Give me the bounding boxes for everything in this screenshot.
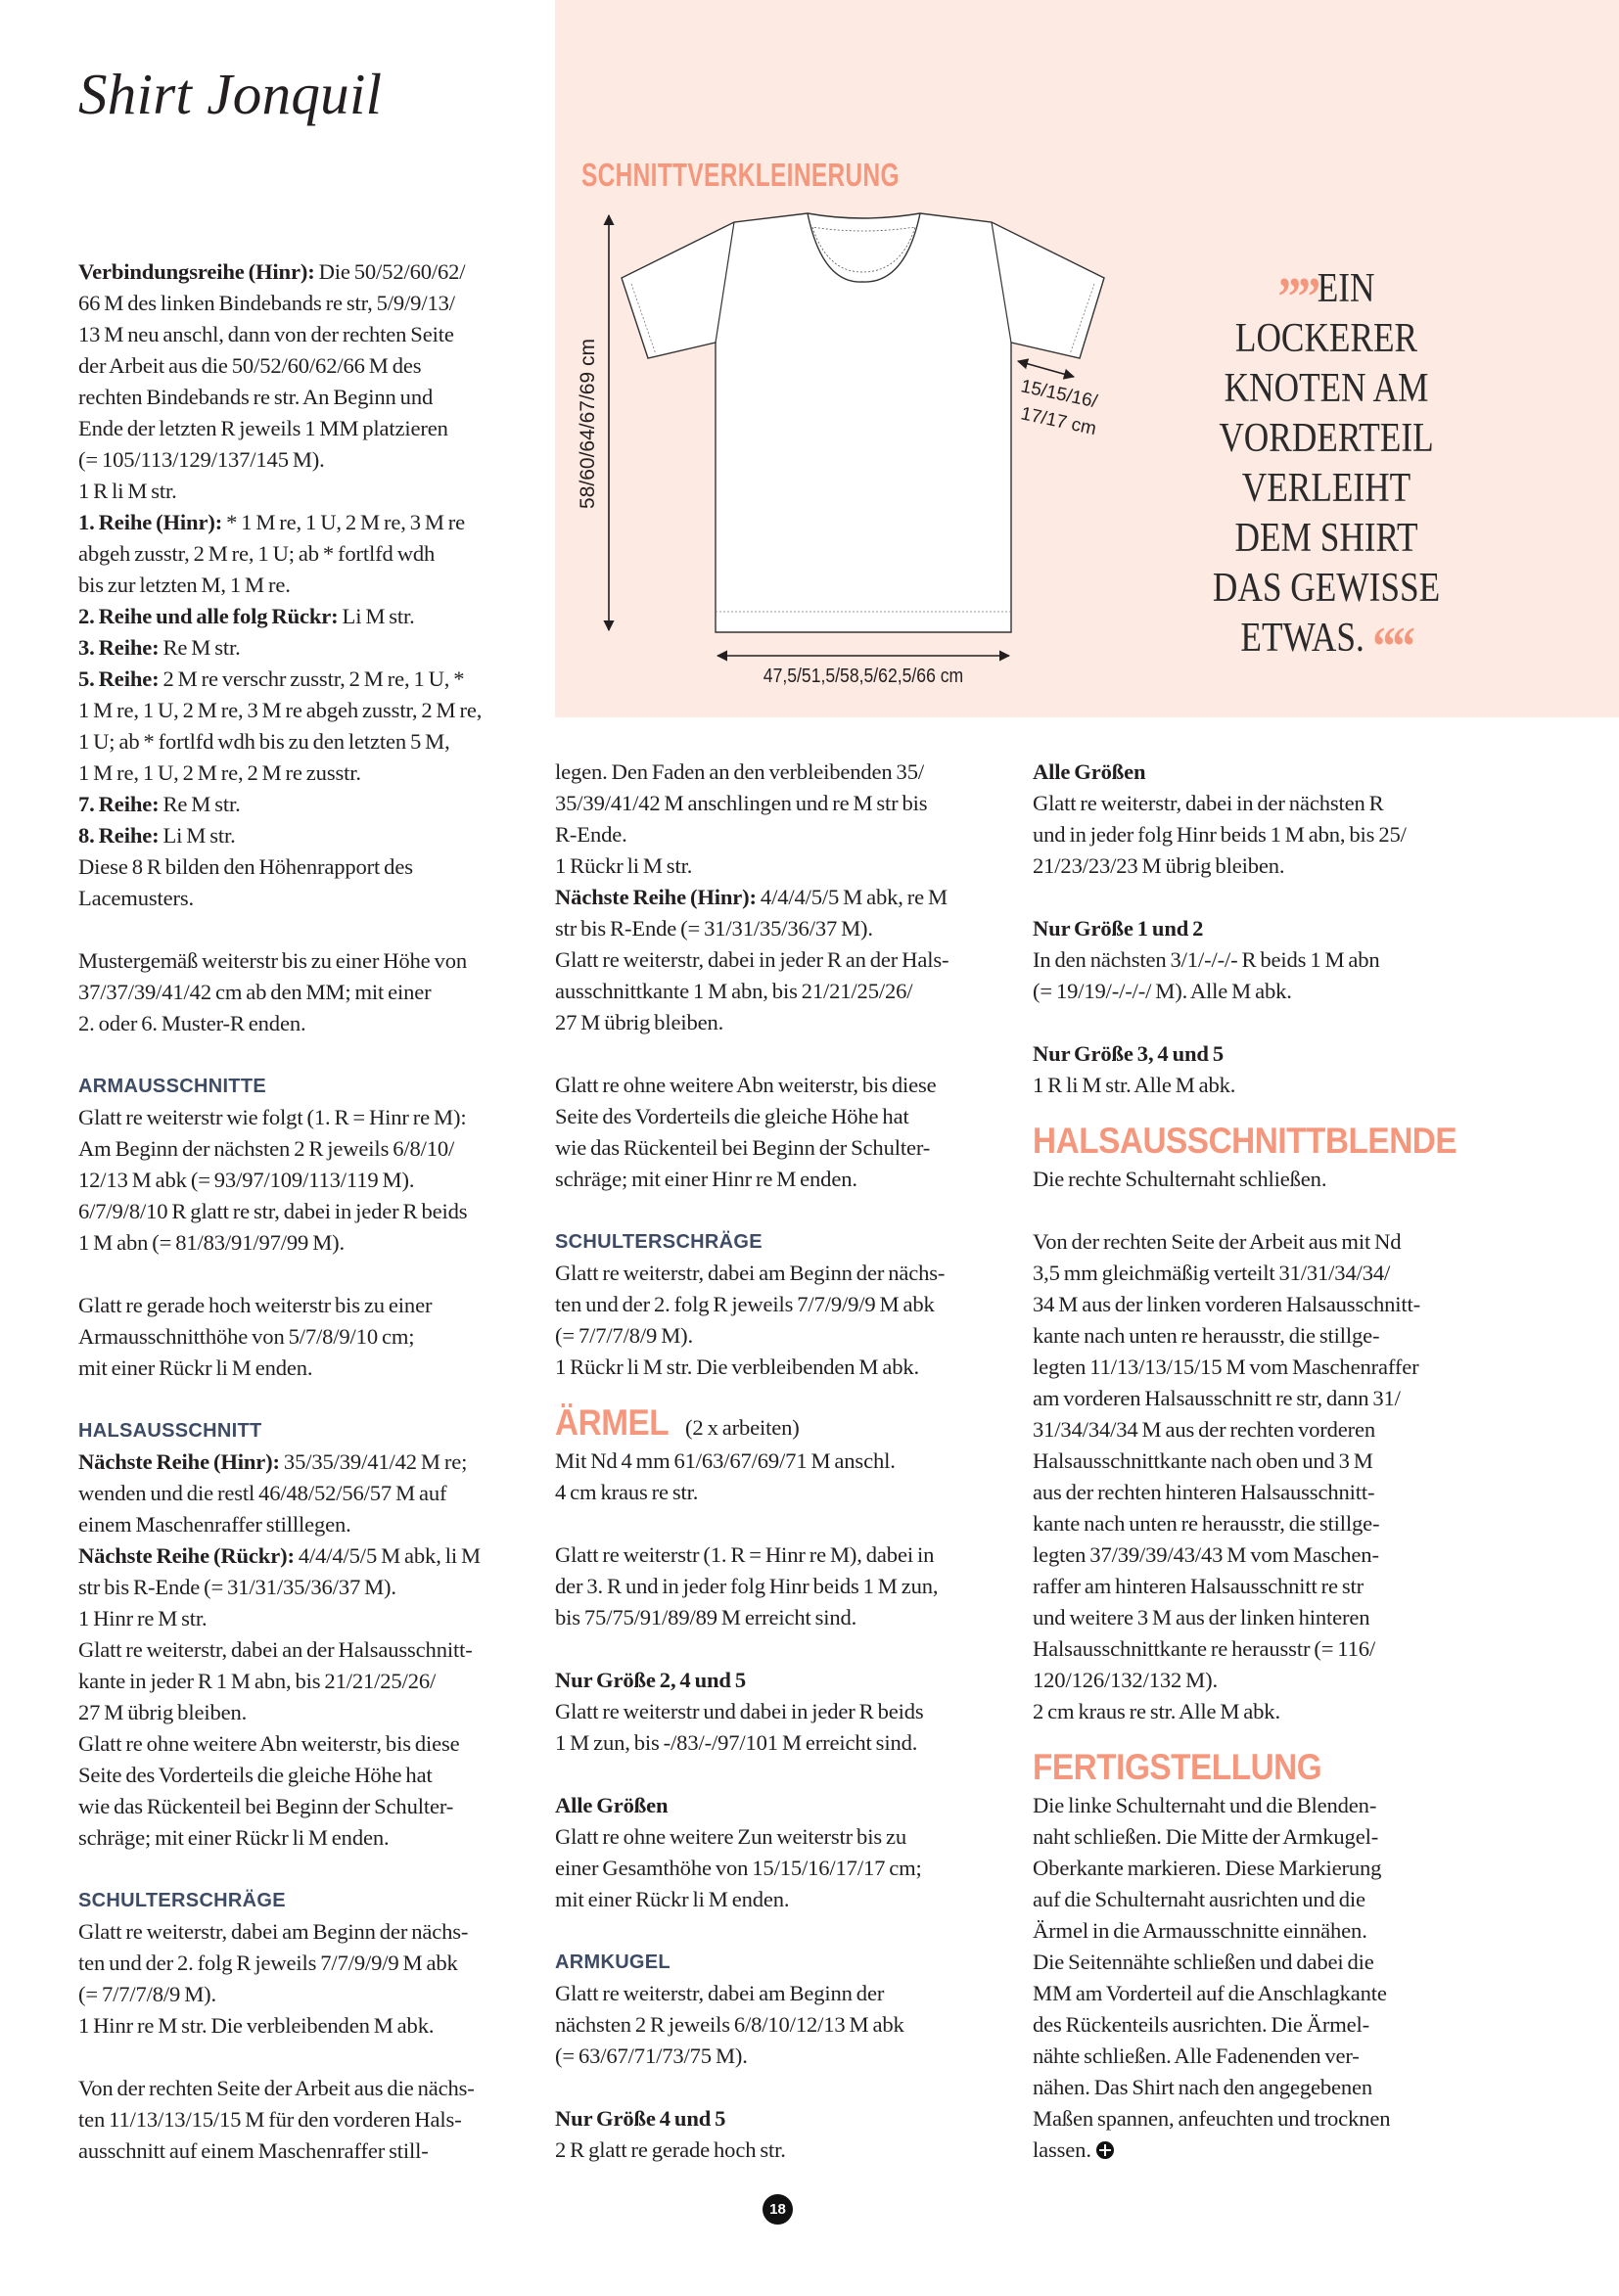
quote-text: KNOTEN AM <box>1224 366 1429 411</box>
bold-lead: 8. Reihe: <box>78 823 160 848</box>
text-line: nächsten 2 R jeweils 6/8/10/12/13 M abk <box>555 2012 904 2037</box>
column-left <box>78 256 538 2167</box>
text-line: str bis R-Ende (= 31/31/35/36/37 M). <box>78 1575 396 1599</box>
chapter-heading-text: FERTIGSTELLUNG <box>1033 1747 1322 1787</box>
text-line: 3,5 mm gleichmäßig verteilt 31/31/34/34/ <box>1033 1261 1391 1285</box>
text-line: str bis R-Ende (= 31/31/35/36/37 M). <box>555 916 873 941</box>
text-line: einem Maschenraffer stilllegen. <box>78 1512 351 1537</box>
text-line: 13 M neu anschl, dann von der rechten Seite <box>78 322 454 346</box>
text-line: des Rückenteils ausrichten. Die Ärmel- <box>1033 2012 1370 2037</box>
text-run: 35/35/39/41/42 M re; <box>279 1449 468 1474</box>
text-line: ausschnitt auf einem Maschenraffer still- <box>78 2138 429 2163</box>
text-line: Ärmel in die Armausschnitte einnähen. <box>1033 1918 1367 1943</box>
bold-lead: Nur Größe 3, 4 und 5 <box>1033 1041 1224 1066</box>
text-line: wie das Rückenteil bei Beginn der Schulter- <box>78 1794 454 1818</box>
text-line: Glatt re ohne weitere Zun weiterstr bis zu <box>555 1824 906 1849</box>
text-line: mit einer Rückr li M enden. <box>78 1355 313 1380</box>
text-line: 12/13 M abk (= 93/97/109/113/119 M). <box>78 1168 415 1192</box>
text-line: Oberkante markieren. Diese Markierung <box>1033 1856 1382 1880</box>
text-line: abgeh zusstr, 2 M re, 1 U; ab * fortlfd wdh <box>78 541 436 566</box>
bold-lead: Nächste Reihe (Hinr): <box>555 885 757 909</box>
text-line: 1 R li M str. Alle M abk. <box>1033 1073 1236 1097</box>
text-line <box>1033 757 1493 788</box>
text-line: Die Seitennähte schließen und dabei die <box>1033 1950 1374 1974</box>
text-line: Glatt re weiterstr, dabei am Beginn der nächs- <box>555 1261 946 1285</box>
section-heading: SCHULTERSCHRÄGE <box>555 1231 763 1253</box>
paragraph-gap <box>555 1038 1015 1070</box>
quote-line <box>1166 414 1487 464</box>
quote-line <box>1166 364 1487 414</box>
bold-lead: Nächste Reihe (Rückr): <box>78 1543 295 1568</box>
text-line: auf die Schulternaht ausrichten und die <box>1033 1887 1365 1911</box>
text-line: (= 105/113/129/137/145 M). <box>78 447 325 472</box>
text-line: legen. Den Faden an den verbleibenden 35/ <box>555 759 924 784</box>
text-line <box>78 1446 538 1478</box>
text-line: Lacemusters. <box>78 886 195 910</box>
text-line: ten 11/13/13/15/15 M für den vorderen Hals- <box>78 2107 462 2132</box>
bold-lead: 2. Reihe und alle folg Rückr: <box>78 604 339 628</box>
text-run: 4/4/4/5/5 M abk, li M <box>294 1543 481 1568</box>
text-line: 1 M re, 1 U, 2 M re, 2 M re zusstr. <box>78 760 361 785</box>
quote-text: LOCKERER <box>1234 316 1418 361</box>
text-line <box>555 1665 1015 1696</box>
text-line: kante nach unten re herausstr, die stillge- <box>1033 1323 1380 1348</box>
text-line: Ende der letzten R jeweils 1 MM platzieren <box>78 416 448 440</box>
text-line <box>555 2103 1015 2135</box>
chapter-heading <box>1033 1101 1493 1164</box>
bold-lead: 1. Reihe (Hinr): <box>78 510 223 534</box>
text-line <box>78 632 538 664</box>
paragraph-gap <box>78 1854 538 1885</box>
text-line: wenden und die restl 46/48/52/56/57 M auf <box>78 1481 447 1505</box>
text-line: und weitere 3 M aus der linken hinteren <box>1033 1605 1370 1630</box>
text-line: Seite des Vorderteils die gleiche Höhe hat <box>78 1763 433 1787</box>
text-line <box>78 601 538 632</box>
bold-lead: Nur Größe 1 und 2 <box>1033 916 1204 941</box>
text-line: 35/39/41/42 M anschlingen und re M str bis <box>555 791 928 815</box>
column-right <box>1033 757 1493 2166</box>
bold-lead: 5. Reihe: <box>78 666 160 691</box>
text-line: aus der rechten hinteren Halsausschnitt- <box>1033 1480 1375 1504</box>
text-line <box>78 507 538 538</box>
bold-lead: Alle Größen <box>1033 759 1146 784</box>
text-line: ten und der 2. folg R jeweils 7/7/9/9/9 M abk <box>78 1951 458 1975</box>
text-line: ten und der 2. folg R jeweils 7/7/9/9/9 M abk <box>555 1292 935 1316</box>
text-line: In den nächsten 3/1/-/-/- R beids 1 M abn <box>1033 947 1380 972</box>
chapter-heading-text: ÄRMEL <box>555 1402 670 1443</box>
text-line: 1 Hinr re M str. Die verbleibenden M abk. <box>78 2013 435 2038</box>
text-line: 120/126/132/132 M). <box>1033 1668 1218 1692</box>
text-line: R-Ende. <box>555 822 627 847</box>
text-run: Re M str. <box>159 635 241 660</box>
text-line: 21/23/23/23 M übrig bleiben. <box>1033 853 1285 878</box>
text-line: raffer am hinteren Halsausschnitt re str <box>1033 1574 1365 1598</box>
text-line: 2 R glatt re gerade hoch str. <box>555 2137 786 2162</box>
text-line: Glatt re weiterstr wie folgt (1. R = Hinr re M): <box>78 1105 467 1129</box>
paragraph-gap <box>78 1259 538 1290</box>
text-line: (= 19/19/-/-/-/ M). Alle M abk. <box>1033 979 1292 1003</box>
quote-text: ETWAS. <box>1240 616 1365 661</box>
paragraph-gap <box>1033 882 1493 913</box>
paragraph-gap <box>555 1633 1015 1665</box>
quote-text: EIN <box>1317 266 1375 311</box>
text-line: (= 63/67/71/73/75 M). <box>555 2043 748 2068</box>
text-line <box>1033 2135 1493 2166</box>
chapter-heading <box>555 1383 1015 1446</box>
text-line: der Arbeit aus die 50/52/60/62/66 M des <box>78 353 422 378</box>
text-line: Armausschnitthöhe von 5/7/8/9/10 cm; <box>78 1324 415 1349</box>
quote-open-icon: ”” <box>1277 267 1318 328</box>
text-line: Glatt re gerade hoch weiterstr bis zu einer <box>78 1293 433 1317</box>
text-run: 4/4/4/5/5 M abk, re M <box>756 885 948 909</box>
quote-text: VORDERTEIL <box>1219 416 1434 461</box>
paragraph-gap <box>555 1508 1015 1539</box>
text-line <box>78 664 538 695</box>
text-line <box>1033 913 1493 944</box>
quote-line <box>1166 464 1487 514</box>
text-run: Li M str. <box>159 823 236 848</box>
text-line: kante nach unten re herausstr, die stillge- <box>1033 1511 1380 1536</box>
text-line: (= 7/7/7/8/9 M). <box>78 1982 217 2006</box>
text-line: Am Beginn der nächsten 2 R jeweils 6/8/10/ <box>78 1136 455 1161</box>
page-number: 18 <box>763 2194 793 2225</box>
text-line: legten 37/39/39/43/43 M vom Maschen- <box>1033 1542 1379 1567</box>
text-line: naht schließen. Die Mitte der Armkugel- <box>1033 1824 1379 1849</box>
text-line: Glatt re weiterstr, dabei am Beginn der nächs- <box>78 1919 469 1944</box>
schematic-title: SCHNITTVERKLEINERUNG <box>581 157 900 193</box>
paragraph-gap <box>78 1384 538 1415</box>
paragraph-gap <box>1033 1195 1493 1226</box>
text-line: 27 M übrig bleiben. <box>78 1700 248 1724</box>
paragraph-gap <box>555 1195 1015 1226</box>
text-line: Glatt re weiterstr und dabei in jeder R beids <box>555 1699 924 1723</box>
text-line: einer Gesamthöhe von 15/15/16/17/17 cm; <box>555 1856 922 1880</box>
text-line: ausschnittkante 1 M abn, bis 21/21/25/26/ <box>555 979 913 1003</box>
chapter-heading-note: (2 x arbeiten) <box>681 1415 800 1440</box>
text-line <box>78 256 538 288</box>
text-line: 37/37/39/41/42 cm ab den MM; mit einer <box>78 980 432 1004</box>
text-run: Die 50/52/60/62/ <box>314 259 466 284</box>
text-run: Li M str. <box>338 604 415 628</box>
text-line: MM am Vorderteil auf die Anschlagkante <box>1033 1981 1387 2005</box>
text-line: Von der rechten Seite der Arbeit aus die nächs- <box>78 2076 475 2100</box>
text-line: 1 Rückr li M str. <box>555 853 693 878</box>
text-line: Von der rechten Seite der Arbeit aus mit Nd <box>1033 1229 1402 1254</box>
text-line: 4 cm kraus re str. <box>555 1480 699 1504</box>
text-line: 1 Rückr li M str. Die verbleibenden M abk. <box>555 1355 919 1379</box>
text-line: Mustergemäß weiterstr bis zu einer Höhe von <box>78 948 467 973</box>
bold-lead: Alle Größen <box>555 1793 669 1817</box>
quote-text: DAS GEWISSE <box>1212 566 1441 611</box>
quote-line <box>1166 314 1487 364</box>
paragraph-gap <box>555 2072 1015 2103</box>
text-line: 34 M aus der linken vorderen Halsausschnitt- <box>1033 1292 1421 1316</box>
text-line: kante in jeder R 1 M abn, bis 21/21/25/26/ <box>78 1669 437 1693</box>
text-line: 1 M abn (= 81/83/91/97/99 M). <box>78 1230 346 1255</box>
text-line: Die linke Schulternaht und die Blenden- <box>1033 1793 1377 1817</box>
chapter-heading-text: HALSAUSSCHNITTBLENDE <box>1033 1121 1457 1161</box>
section-heading: SCHULTERSCHRÄGE <box>78 1890 286 1911</box>
text-line: 2 cm kraus re str. Alle M abk. <box>1033 1699 1280 1723</box>
text-run: Re M str. <box>159 792 241 816</box>
text-line: Die rechte Schulternaht schließen. <box>1033 1167 1327 1191</box>
text-line: Maßen spannen, anfeuchten und trocknen <box>1033 2106 1391 2131</box>
bold-lead: Nur Größe 4 und 5 <box>555 2106 726 2131</box>
text-line: Mit Nd 4 mm 61/63/67/69/71 M anschl. <box>555 1448 896 1473</box>
text-line: bis 75/75/91/89/89 M erreicht sind. <box>555 1605 857 1630</box>
chapter-heading <box>1033 1727 1493 1790</box>
text-line <box>78 820 538 851</box>
text-line: nähen. Das Shirt nach den angegebenen <box>1033 2075 1373 2099</box>
text-line: 1 M zun, bis -/83/-/97/101 M erreicht sind. <box>555 1730 918 1755</box>
end-mark-icon <box>1095 2137 1115 2169</box>
text-line: 1 R li M str. <box>78 479 177 503</box>
text-line <box>555 1790 1015 1821</box>
text-line: legten 11/13/13/15/15 M vom Maschenraffer <box>1033 1355 1419 1379</box>
section-heading: HALSAUSSCHNITT <box>78 1420 262 1442</box>
text-line: Glatt re weiterstr, dabei am Beginn der <box>555 1981 885 2005</box>
text-line: bis zur letzten M, 1 M re. <box>78 573 291 597</box>
text-line <box>78 1540 538 1572</box>
quote-line <box>1166 514 1487 564</box>
text-line: Glatt re weiterstr, dabei an der Halsausschnitt- <box>78 1637 473 1662</box>
quote-text: DEM SHIRT <box>1234 516 1418 561</box>
text-line: 1 Hinr re M str. <box>78 1606 208 1630</box>
text-line: der 3. R und in jeder folg Hinr beids 1 M zun, <box>555 1574 939 1598</box>
pull-quote <box>1135 264 1517 677</box>
text-line: Glatt re ohne weitere Abn weiterstr, bis diese <box>555 1073 937 1097</box>
text-run: 2 M re verschr zusstr, 2 M re, 1 U, * <box>159 666 465 691</box>
text-line: Halsausschnittkante nach oben und 3 M <box>1033 1448 1373 1473</box>
text-line: 1 U; ab * fortlfd wdh bis zu den letzten 5 M, <box>78 729 450 754</box>
text-line: Seite des Vorderteils die gleiche Höhe hat <box>555 1104 909 1128</box>
text-line: Halsausschnittkante re herausstr (= 116/ <box>1033 1636 1376 1661</box>
text-line: 66 M des linken Bindebands re str, 5/9/9/13/ <box>78 291 455 315</box>
bold-lead: Nächste Reihe (Hinr): <box>78 1449 280 1474</box>
text-line: 6/7/9/8/10 R glatt re str, dabei in jeder R beids <box>78 1199 468 1223</box>
quote-close-icon: ““ <box>1364 617 1412 677</box>
quote-line <box>1166 614 1487 677</box>
text-line: 2. oder 6. Muster-R enden. <box>78 1011 306 1035</box>
bold-lead: 3. Reihe: <box>78 635 160 660</box>
text-line: mit einer Rückr li M enden. <box>555 1887 790 1911</box>
sleeve-label-line-1: 15/15/16/ <box>1018 376 1099 413</box>
text-line <box>78 789 538 820</box>
text-line: 31/34/34/34 M aus der rechten vorderen <box>1033 1417 1376 1442</box>
section-heading: ARMKUGEL <box>555 1952 671 1973</box>
quote-line <box>1166 264 1487 328</box>
text-line: am vorderen Halsausschnitt re str, dann 31/ <box>1033 1386 1401 1410</box>
text-line <box>555 882 1015 913</box>
bold-lead: Verbindungsreihe (Hinr): <box>78 259 315 284</box>
text-line: Glatt re weiterstr (1. R = Hinr re M), dabei in <box>555 1542 935 1567</box>
paragraph-gap <box>555 1759 1015 1790</box>
bold-lead: 7. Reihe: <box>78 792 160 816</box>
text-line: Glatt re ohne weitere Abn weiterstr, bis diese <box>78 1731 460 1756</box>
text-line: wie das Rückenteil bei Beginn der Schulter- <box>555 1135 931 1160</box>
quote-line <box>1166 564 1487 614</box>
text-line: schräge; mit einer Hinr re M enden. <box>555 1167 857 1191</box>
text-line: rechten Bindebands re str. An Beginn und <box>78 385 434 409</box>
paragraph-gap <box>1033 1007 1493 1038</box>
height-label: 58/60/64/67/69 cm <box>577 339 599 509</box>
width-label: 47,5/51,5/58,5/62,5/66 cm <box>763 664 964 687</box>
text-line: und in jeder folg Hinr beids 1 M abn, bis 25/ <box>1033 822 1407 847</box>
text-line <box>1033 1038 1493 1070</box>
paragraph-gap <box>555 1915 1015 1947</box>
text-line: Diese 8 R bilden den Höhenrapport des <box>78 854 413 879</box>
text-line: Glatt re weiterstr, dabei in jeder R an der Hals- <box>555 947 949 972</box>
sleeve-arrow <box>1018 361 1074 377</box>
quote-text: VERLEIHT <box>1241 466 1411 511</box>
text-line: 27 M übrig bleiben. <box>555 1010 724 1034</box>
bold-lead: Nur Größe 2, 4 und 5 <box>555 1668 746 1692</box>
paragraph-gap <box>78 914 538 945</box>
text-line: 1 M re, 1 U, 2 M re, 3 M re abgeh zusstr, 2 M re, <box>78 698 483 722</box>
text-line: Glatt re weiterstr, dabei in der nächsten R <box>1033 791 1384 815</box>
paragraph-gap <box>78 2042 538 2073</box>
text-line: schräge; mit einer Rückr li M enden. <box>78 1825 390 1850</box>
text-line: nähte schließen. Alle Fadenenden ver- <box>1033 2043 1360 2068</box>
text-line: (= 7/7/7/8/9 M). <box>555 1323 694 1348</box>
text-run: lassen. <box>1033 2137 1091 2162</box>
page-title: Shirt Jonquil <box>78 62 383 126</box>
text-run: * 1 M re, 1 U, 2 M re, 3 M re <box>222 510 466 534</box>
sleeve-label-line-2: 17/17 cm <box>1018 403 1098 440</box>
paragraph-gap <box>78 1039 538 1071</box>
column-middle <box>555 757 1015 2166</box>
section-heading: ARMAUSSCHNITTE <box>78 1076 266 1097</box>
